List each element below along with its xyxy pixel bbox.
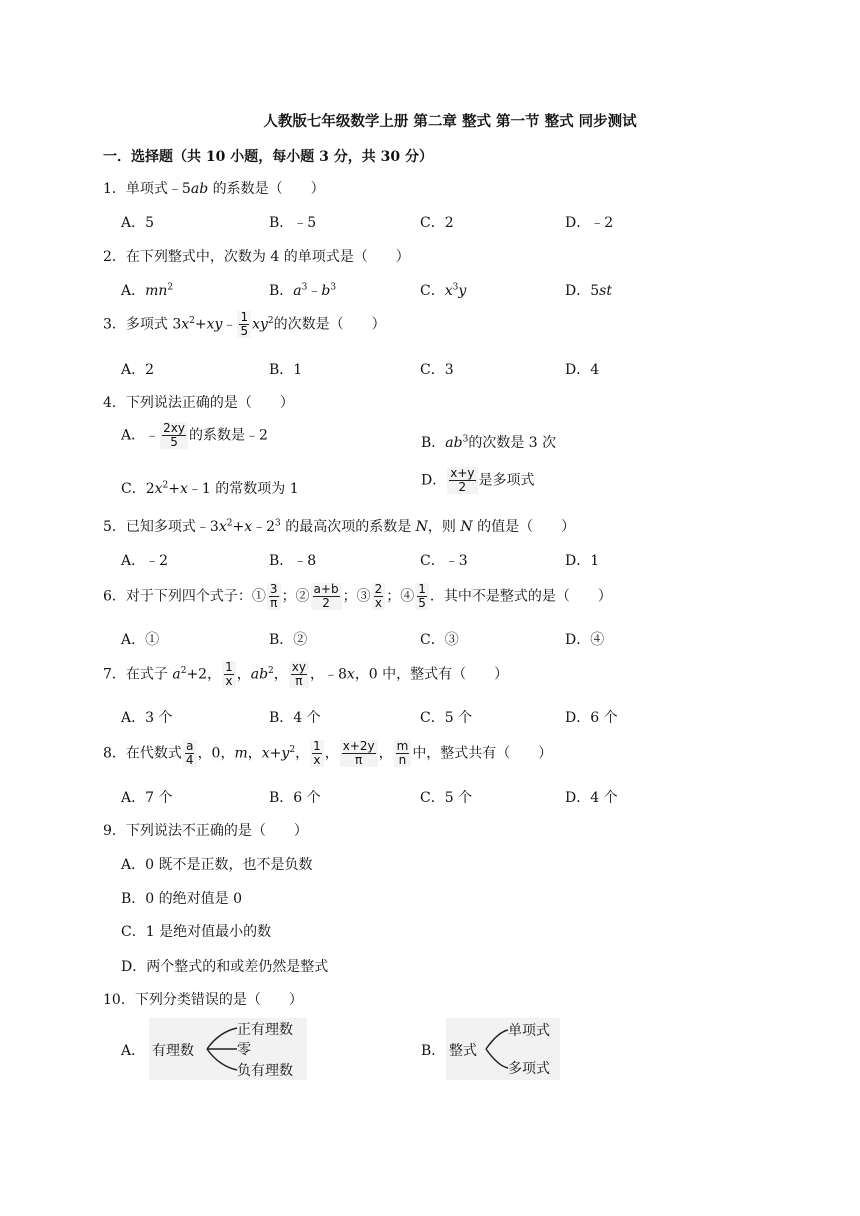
- option-a[interactable]: A．2: [121, 362, 155, 378]
- fraction: $\frac{1}{x}$: [310, 740, 324, 767]
- question-4: 4．下列说法正确的是（ ）: [103, 395, 294, 411]
- option-a[interactable]: A．7 个: [121, 790, 173, 806]
- question-5-options: [121, 550, 801, 574]
- option-d[interactable]: D．﹣2: [565, 215, 614, 231]
- page-title: 人教版七年级数学上册 第二章 整式 第一节 整式 同步测试: [263, 113, 637, 130]
- option-c[interactable]: C．1 是绝对值最小的数: [121, 924, 272, 940]
- fraction: $\frac{x+y}{2}$: [447, 467, 477, 494]
- option-a[interactable]: A．﹣2: [121, 553, 169, 569]
- question-10: 10．下列分类错误的是（ ）: [103, 992, 303, 1008]
- option-c[interactable]: C．5 个: [420, 710, 473, 726]
- option-c[interactable]: C．5 个: [420, 790, 473, 806]
- option-a[interactable]: A．3 个: [121, 710, 173, 726]
- question-1: 1．单项式﹣5ab 的系数是（ ）: [103, 181, 325, 197]
- fraction: $\frac{1}{5}$: [237, 311, 251, 338]
- question-8: 8．在代数式 $\frac{a}{4}$ ，0，m，$x+y^2$， $\frac{1}{x}$ ， $\frac{x+2y}{\pi}$ ， $\frac{m}{n}$ 中，整式共有（ ）: [103, 739, 553, 767]
- option-c[interactable]: C．$2x^2+x﹣1$ 的常数项为 1: [121, 480, 299, 497]
- fraction: $\frac{m}{n}$: [394, 740, 412, 767]
- option-b[interactable]: B．$a^3﹣b^3$: [269, 282, 337, 299]
- question-9: 9．下列说法不正确的是（ ）: [103, 823, 308, 839]
- option-b-label[interactable]: B．: [421, 1043, 446, 1059]
- option-b[interactable]: B．﹣5: [269, 215, 317, 231]
- option-a[interactable]: A．0 既不是正数，也不是负数: [121, 857, 313, 873]
- question-7-options: [121, 707, 801, 731]
- tree-branch: 零: [237, 1042, 251, 1058]
- section-heading: 一．选择题（共 10 小题，每小题 3 分，共 30 分）: [103, 149, 433, 165]
- option-d[interactable]: D．5st: [565, 283, 612, 299]
- option-d[interactable]: D．4 个: [565, 790, 618, 806]
- tree-branch: 负有理数: [237, 1063, 293, 1079]
- fraction: $\frac{2}{x}$: [372, 583, 386, 610]
- option-c[interactable]: C．3: [420, 362, 454, 378]
- fraction: $\frac{a+b}{2}$: [311, 583, 342, 610]
- tree-branch: 正有理数: [237, 1022, 293, 1038]
- option-d[interactable]: D．④: [565, 632, 605, 648]
- option-d[interactable]: D． $\frac{x+y}{2}$ 是多项式: [421, 466, 535, 494]
- option-a[interactable]: A．$mn^2$: [121, 282, 174, 299]
- tree-branch: 单项式: [508, 1023, 550, 1039]
- question-7: 7．在式子 $a^2+2$， $\frac{1}{x}$ ，$ab^2$， $\frac{xy}{\pi}$ ，﹣8x，0 中，整式有（ ）: [103, 660, 509, 688]
- fraction: $\frac{x+2y}{\pi}$: [340, 740, 378, 767]
- tree-branch: 多项式: [508, 1061, 550, 1077]
- fraction: $\frac{1}{5}$: [415, 583, 429, 610]
- option-d[interactable]: D．两个整式的和或差仍然是整式: [121, 959, 329, 975]
- option-c[interactable]: C．③: [420, 632, 459, 648]
- option-a[interactable]: A．5: [121, 215, 155, 231]
- question-1-options: [121, 212, 801, 236]
- question-6-options: [121, 629, 801, 653]
- question-2: 2．在下列整式中，次数为 4 的单项式是（ ）: [103, 249, 410, 265]
- option-b[interactable]: B．6 个: [269, 790, 321, 806]
- option-d[interactable]: D．6 个: [565, 710, 618, 726]
- question-3: 3．多项式 $3x^2+xy﹣$ $\frac{1}{5}$ $xy^2$的次数是（ ）: [103, 310, 386, 338]
- fraction: $\frac{3}{\pi}$: [267, 583, 281, 610]
- option-b[interactable]: B．$ab^3$的次数是 3 次: [421, 434, 557, 451]
- question-6: 6．对于下列四个式子：① $\frac{3}{\pi}$ ；② $\frac{a+b}{2}$ ；③ $\frac{2}{x}$ ；④ $\frac{1}{5}$ ．其中不是整式的是（ ）: [103, 582, 612, 610]
- question-5: 5．已知多项式$﹣3x^2+x﹣2^3$ 的最高次项的系数是 N，则 N 的值是（ ）: [103, 518, 576, 535]
- tree-root: 整式: [449, 1043, 477, 1059]
- classification-tree-polynomial: [446, 1018, 560, 1080]
- tree-root: 有理数: [152, 1043, 194, 1059]
- fraction: $\frac{a}{4}$: [183, 740, 197, 767]
- option-a-label[interactable]: A．: [121, 1043, 146, 1059]
- option-a[interactable]: A．①: [121, 632, 160, 648]
- option-b[interactable]: B．﹣8: [269, 553, 317, 569]
- question-3-options: [121, 359, 801, 383]
- option-a[interactable]: A．﹣ $\frac{2xy}{5}$ 的系数是﹣2: [121, 421, 268, 449]
- fraction: $\frac{1}{x}$: [222, 661, 236, 688]
- option-b[interactable]: B．0 的绝对值是 0: [121, 891, 243, 907]
- option-d[interactable]: D．1: [565, 553, 600, 569]
- classification-tree-rational: [149, 1018, 307, 1080]
- option-b[interactable]: B．②: [269, 632, 308, 648]
- option-b[interactable]: B．1: [269, 362, 303, 378]
- option-b[interactable]: B．4 个: [269, 710, 321, 726]
- option-c[interactable]: C．$x^3y$: [420, 282, 467, 299]
- question-8-options: [121, 787, 801, 811]
- fraction: $\frac{xy}{\pi}$: [289, 661, 309, 688]
- option-d[interactable]: D．4: [565, 362, 600, 378]
- question-2-options: [121, 280, 801, 304]
- option-c[interactable]: C．2: [420, 215, 454, 231]
- fraction: $\frac{2xy}{5}$: [160, 422, 188, 449]
- option-c[interactable]: C．﹣3: [420, 553, 468, 569]
